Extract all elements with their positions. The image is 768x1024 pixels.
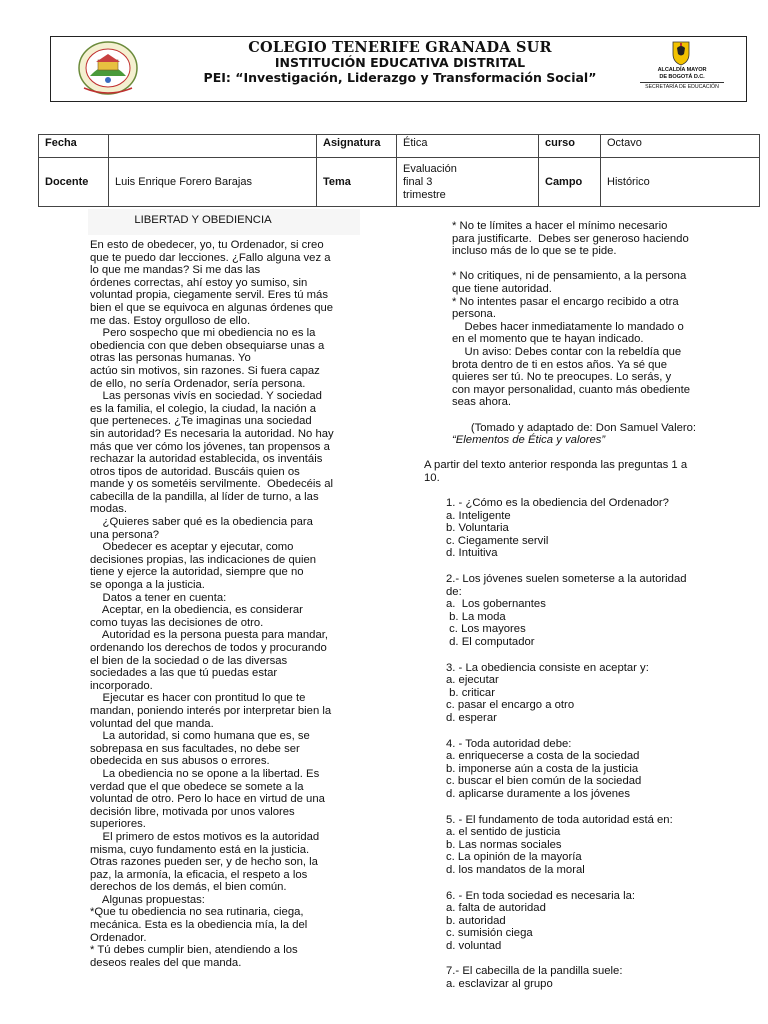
reading-line: Ordenador. — [90, 931, 147, 944]
campo-label: Campo — [539, 158, 601, 207]
question-text: 6. - En toda sociedad es necesaria la: — [446, 889, 636, 902]
reading-line: En esto de obedecer, yo, tu Ordenador, si creo — [90, 239, 324, 251]
answer-option[interactable]: b. Voluntaria — [446, 522, 509, 535]
curso-value: Octavo — [601, 135, 760, 158]
question-item — [424, 497, 724, 560]
reading-line: incorporado. — [90, 679, 153, 692]
tema-value — [397, 158, 539, 207]
alcaldia-line1: ALCALDÍA MAYOR — [657, 67, 707, 73]
answer-option[interactable]: a. esclavizar al grupo — [446, 978, 553, 991]
reading-line: lo que me mandas? Si me das las — [90, 264, 261, 277]
alcaldia-label — [640, 67, 724, 80]
reading-line: obedecida en sus abusos o errores. — [90, 755, 270, 768]
reading-line: Datos a tener en cuenta: — [90, 591, 227, 604]
bogota-shield-icon — [671, 40, 691, 66]
instructions — [424, 459, 724, 484]
advice-line: * No intentes pasar el encargo recibido a otra — [452, 295, 679, 308]
docente-value: Luis Enrique Forero Barajas — [109, 158, 317, 207]
answer-option[interactable]: b. autoridad — [446, 914, 506, 927]
question-text: 1. - ¿Cómo es la obediencia del Ordenador? — [446, 497, 669, 510]
advice-line: brota dentro de ti en estos años. Ya sé que — [452, 358, 667, 371]
advice-line: quieres ser tú. No te preocupes. Lo serás, y — [452, 371, 672, 384]
reading-line: otras las personas humanas. Yo — [90, 352, 251, 365]
advice-line: Un aviso: Debes contar con la rebeldía que — [452, 345, 682, 358]
reading-line: voluntad propia, ciegamente servil. Eres tú más — [90, 289, 328, 302]
advice-line: seas ahora. — [452, 396, 512, 409]
reading-line: deseos reales del que manda. — [90, 956, 242, 969]
reading-line: rechazar la autoridad establecida, os inventáis — [90, 453, 323, 466]
reading-line: Obedecer es aceptar y ejecutar, como — [90, 541, 294, 554]
advice-block-2 — [424, 270, 724, 409]
answer-option[interactable]: b. imponerse aún a costa de la justicia — [446, 762, 639, 775]
reading-line: Ejecutar es hacer con prontitud lo que te — [90, 692, 306, 705]
reading-line: modas. — [90, 503, 128, 516]
exam-info-table — [38, 134, 760, 207]
reading-line: que perteneces. ¿Te imaginas una sociedad — [90, 415, 312, 428]
article-title: LIBERTAD Y OBEDIENCIA — [134, 214, 272, 226]
reading-line: que te puedo dar lecciones. ¿Fallo alguna vez a — [90, 251, 331, 264]
advice-block-1 — [424, 220, 724, 258]
question-text: 3. - La obediencia consiste en aceptar y: — [446, 661, 649, 674]
reading-line: una persona? — [90, 528, 160, 541]
reading-line: ordenando los derechos de todos y procurando — [90, 642, 327, 654]
advice-line: con mayor personalidad, cuanto más obediente — [452, 383, 691, 396]
advice-line: Debes hacer inmediatamente lo mandado o — [452, 320, 684, 333]
answer-option[interactable]: d. los mandatos de la moral — [446, 863, 585, 876]
reading-line: derechos de los demás, el bien común. — [90, 881, 287, 894]
instructions-line-2: 10. — [424, 471, 440, 484]
question-item — [424, 662, 724, 725]
instructions-line-1: A partir del texto anterior responda las preguntas 1 a — [424, 459, 688, 472]
tema-line-2: final 3 — [403, 175, 433, 188]
question-item — [424, 890, 724, 953]
docente-label: Docente — [39, 158, 109, 207]
school-logo-icon — [76, 40, 140, 96]
advice-line: persona. — [452, 308, 496, 321]
answer-option[interactable]: d. esperar — [446, 711, 497, 724]
reading-line: decisión libre, motivada por unos valores — [90, 805, 295, 818]
reading-line: El primero de estos motivos es la autoridad — [90, 830, 320, 843]
institution-name: INSTITUCIÓN EDUCATIVA DISTRITAL — [274, 55, 526, 70]
reading-line: cabecilla de la pandilla, al líder de turno, a las — [90, 490, 319, 503]
reading-line: paz, la armonía, la eficacia, el respeto a los — [90, 868, 308, 881]
reading-line: sociedades a las que tú puedas estar — [90, 667, 278, 680]
reading-line: voluntad del que manda. — [90, 717, 214, 730]
reading-line: se oponga a la justicia. — [90, 579, 205, 592]
asignatura-label: Asignatura — [317, 135, 397, 158]
source-citation — [424, 422, 724, 447]
school-name: COLEGIO TENERIFE GRANADA SUR — [248, 39, 552, 56]
advice-line: que tiene autoridad. — [452, 282, 552, 295]
campo-value: Histórico — [601, 158, 760, 207]
reading-line: Algunas propuestas: — [90, 893, 205, 906]
fecha-label: Fecha — [39, 135, 109, 158]
reading-line: obediencia con que deben obsequiarse unas a — [90, 339, 325, 352]
answer-option[interactable]: c. pasar el encargo a otro — [446, 699, 575, 712]
advice-line: * No critiques, ni de pensamiento, a la persona — [452, 270, 687, 283]
answer-option[interactable]: a. ejecutar — [446, 674, 499, 687]
answer-option[interactable]: b. La moda — [446, 610, 506, 623]
answer-option[interactable]: d. aplicarse duramente a los jóvenes — [446, 787, 630, 800]
reading-line: * Tú debes cumplir bien, atendiendo a los — [90, 944, 298, 957]
reading-line: órdenes correctas, ahí estoy yo sumiso, sin — [90, 276, 308, 289]
answer-option[interactable]: c. Los mayores — [446, 623, 526, 636]
answer-option[interactable]: c. Ciegamente servil — [446, 534, 549, 547]
reading-line: *Que tu obediencia no sea rutinaria, ciega, — [90, 906, 304, 919]
question-text: 4. - Toda autoridad debe: — [446, 737, 572, 750]
question-item — [424, 814, 724, 877]
answer-option[interactable]: d. El computador — [446, 636, 535, 648]
question-text: 7.- El cabecilla de la pandilla suele: — [446, 965, 623, 978]
advice-line: * No te límites a hacer el mínimo necesario — [452, 220, 668, 232]
reading-line: Las personas vivís en sociedad. Y sociedad — [90, 390, 322, 403]
reading-line: Otras razones pueden ser, y de hecho son, la — [90, 856, 318, 869]
advice-line: incluso más de lo que se te pide. — [452, 245, 617, 258]
answer-option[interactable]: b. criticar — [446, 686, 495, 699]
question-text: 5. - El fundamento de toda autoridad está en: — [446, 813, 673, 826]
reading-line: de ello, no sería Ordenador, sería persona. — [90, 377, 306, 390]
reading-line: decisiones propias, las indicaciones de quien — [90, 553, 317, 566]
answer-option[interactable]: a. Inteligente — [446, 509, 511, 522]
reading-line: misma, cuyo fundamento está en la justicia. — [90, 843, 310, 856]
answer-option[interactable]: a. el sentido de justicia — [446, 826, 561, 839]
tema-line-3: trimestre — [403, 188, 446, 201]
answer-option[interactable]: d. Intuitiva — [446, 547, 498, 560]
reading-line: Pero sospecho que mi obediencia no es la — [90, 327, 316, 340]
answer-option[interactable]: d. voluntad — [446, 939, 502, 952]
reading-line: La autoridad, si como humana que es, se — [90, 730, 310, 743]
alcaldia-line2: DE BOGOTÁ D.C. — [659, 73, 705, 80]
source-line-2: “Elementos de Ética y valores” — [452, 434, 606, 447]
source-line-1: (Tomado y adaptado de: Don Samuel Valero: — [452, 421, 697, 434]
reading-line: como tuyas las decisiones de otro. — [90, 616, 264, 629]
reading-line: mecánica. Esta es la obediencia mía, la del — [90, 919, 308, 932]
reading-line: mande y os sometéis servilmente. Obedecéis al — [90, 478, 333, 491]
reading-line: sobrepasa en sus facultades, no debe ser — [90, 742, 300, 755]
reading-line: superiores. — [90, 818, 146, 831]
tema-label: Tema — [317, 158, 397, 207]
reading-line: actúo sin motivos, sin razones. Si fuera capaz — [90, 364, 320, 377]
tema-line-1: Evaluación — [403, 162, 457, 175]
reading-line: me das. Estoy orgulloso de ello. — [90, 314, 251, 327]
reading-line: verdad que el que obedece se somete a la — [90, 780, 304, 793]
asignatura-value: Ética — [397, 135, 539, 158]
secretaria-label: SECRETARÍA DE EDUCACIÓN — [640, 82, 724, 90]
question-text: 2.- Los jóvenes suelen someterse a la autoridad — [446, 573, 687, 586]
answer-option[interactable]: c. sumisión ciega — [446, 927, 533, 940]
reading-line: es la familia, el colegio, la ciudad, la nación a — [90, 402, 317, 415]
reading-line: tiene y ejerce la autoridad, siempre que no — [90, 566, 304, 579]
reading-line: sin autoridad? Es necesaria la autoridad. No hay — [90, 427, 334, 440]
reading-line: Aceptar, en la obediencia, es considerar — [90, 604, 303, 617]
answer-option[interactable]: c. La opinión de la mayoría — [446, 851, 582, 864]
reading-line: La obediencia no se opone a la libertad. Es — [90, 767, 320, 780]
reading-line: otros tipos de autoridad. Buscáis quien os — [90, 465, 300, 478]
reading-line: voluntad de otro. Pero lo hace en virtud de una — [90, 793, 325, 806]
fecha-value — [109, 135, 317, 158]
reading-line: bien el que se equivoca en algunas órdenes que — [90, 301, 334, 314]
reading-line: Autoridad es la persona puesta para mandar, — [90, 629, 329, 642]
answer-option[interactable]: a. Los gobernantes — [446, 598, 546, 611]
reading-line: ¿Quieres saber qué es la obediencia para — [90, 516, 313, 529]
advice-line: para justificarte. Debes ser generoso haciendo — [452, 232, 689, 245]
reading-line: más que ver cómo los jóvenes, tan propensos a — [90, 440, 330, 453]
answer-option[interactable]: a. enriquecerse a costa de la sociedad — [446, 750, 640, 763]
reading-line: mandan, poniendo interés por interpretar bien la — [90, 704, 332, 717]
question-text-cont: de: — [446, 585, 462, 598]
answer-option[interactable]: c. buscar el bien común de la sociedad — [446, 775, 642, 788]
question-item — [424, 573, 724, 649]
answer-option[interactable]: a. falta de autoridad — [446, 902, 546, 915]
advice-line: en el momento que te hayan indicado. — [452, 333, 644, 346]
curso-label: curso — [539, 135, 601, 158]
answer-option[interactable]: b. Las normas sociales — [446, 838, 562, 851]
question-item — [424, 738, 724, 801]
reading-left-column — [90, 239, 365, 969]
question-item — [424, 965, 724, 990]
pei-motto: PEI: “Investigación, Liderazgo y Transformación Social” — [203, 70, 597, 85]
question-list — [424, 497, 724, 991]
reading-line: el bien de la sociedad o de las diversas — [90, 654, 288, 667]
reading-right-column — [424, 220, 724, 991]
